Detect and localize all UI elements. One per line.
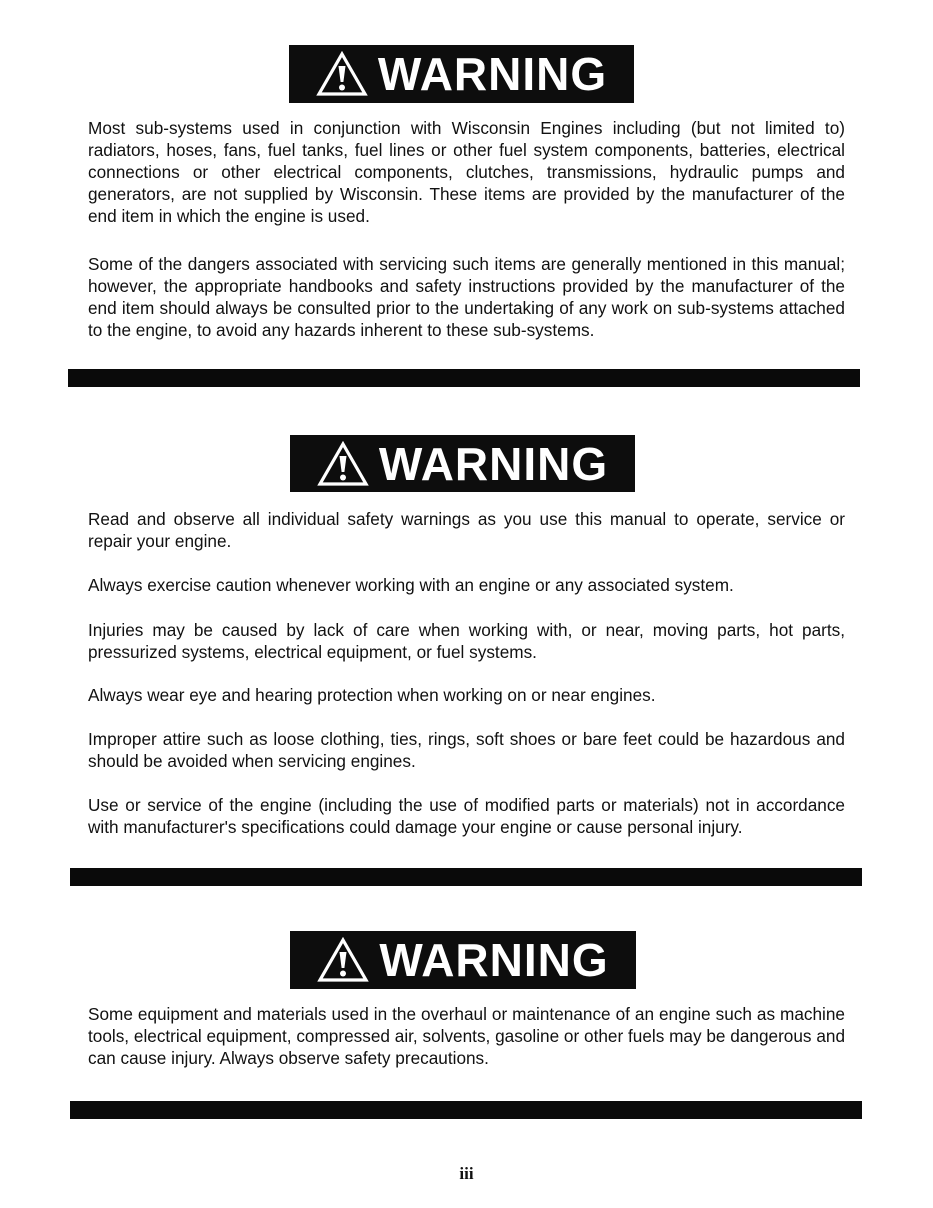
warning-triangle-icon — [317, 441, 369, 487]
warning-1-paragraph-1: Most sub-systems used in conjunction with Wisconsin Engines including (but not limited to) radiators, hoses, fans, fuel tanks, fuel lines or other fuel system components, batteries, electrical connections or other electrical components, clutches, transmissions, hydraulic pumps and generators, are not supplied by Wisconsin. These items are provided by the manufacturer of the end item in which the engine is used. — [88, 118, 845, 226]
separator-rule-2 — [70, 868, 862, 886]
warning-label-2: WARNING — [378, 437, 609, 490]
warning-2-paragraph-3: Injuries may be caused by lack of care when working with, or near, moving parts, hot parts, pressurized systems, electrical equipment, or fuel systems. — [88, 620, 845, 662]
warning-label-3: WARNING — [379, 934, 609, 986]
warning-2-paragraph-5: Improper attire such as loose clothing, ties, rings, soft shoes or bare feet could be hazardous and should be avoided when servicing engines. — [88, 729, 845, 771]
separator-rule-1 — [68, 369, 860, 387]
warning-triangle-icon — [317, 937, 369, 983]
separator-rule-3 — [70, 1101, 862, 1119]
warning-3-paragraph-1: Some equipment and materials used in the overhaul or maintenance of an engine such as machine tools, electrical equipment, compressed air, solvents, gasoline or other fuels may be dangerous and can cause injury. Always observe safety precautions. — [88, 1004, 845, 1068]
page-number: iii — [459, 1164, 474, 1183]
warning-triangle-icon — [316, 51, 368, 97]
warning-1-paragraph-2: Some of the dangers associated with servicing such items are generally mentioned in this manual; however, the appropriate handbooks and safety instructions provided by the manufacturer of the end item should always be consulted prior to the undertaking of any work on sub-systems attached to the engine, to avoid any hazards inherent to these sub-systems. — [88, 254, 845, 340]
warning-2-paragraph-6: Use or service of the engine (including the use of modified parts or materials) not in accordance with manufacturer's specifications could damage your engine or cause personal injury. — [88, 795, 845, 837]
warning-banner-1 — [289, 45, 634, 103]
warning-2-paragraph-4: Always wear eye and hearing protection when working on or near engines. — [88, 685, 656, 705]
warning-label-1: WARNING — [377, 48, 608, 100]
warning-banner-2 — [290, 435, 635, 492]
warning-2-paragraph-2: Always exercise caution whenever working with an engine or any associated system. — [88, 575, 734, 595]
warning-2-paragraph-1: Read and observe all individual safety warnings as you use this manual to operate, service or repair your engine. — [88, 509, 845, 551]
warning-banner-3 — [290, 931, 636, 989]
